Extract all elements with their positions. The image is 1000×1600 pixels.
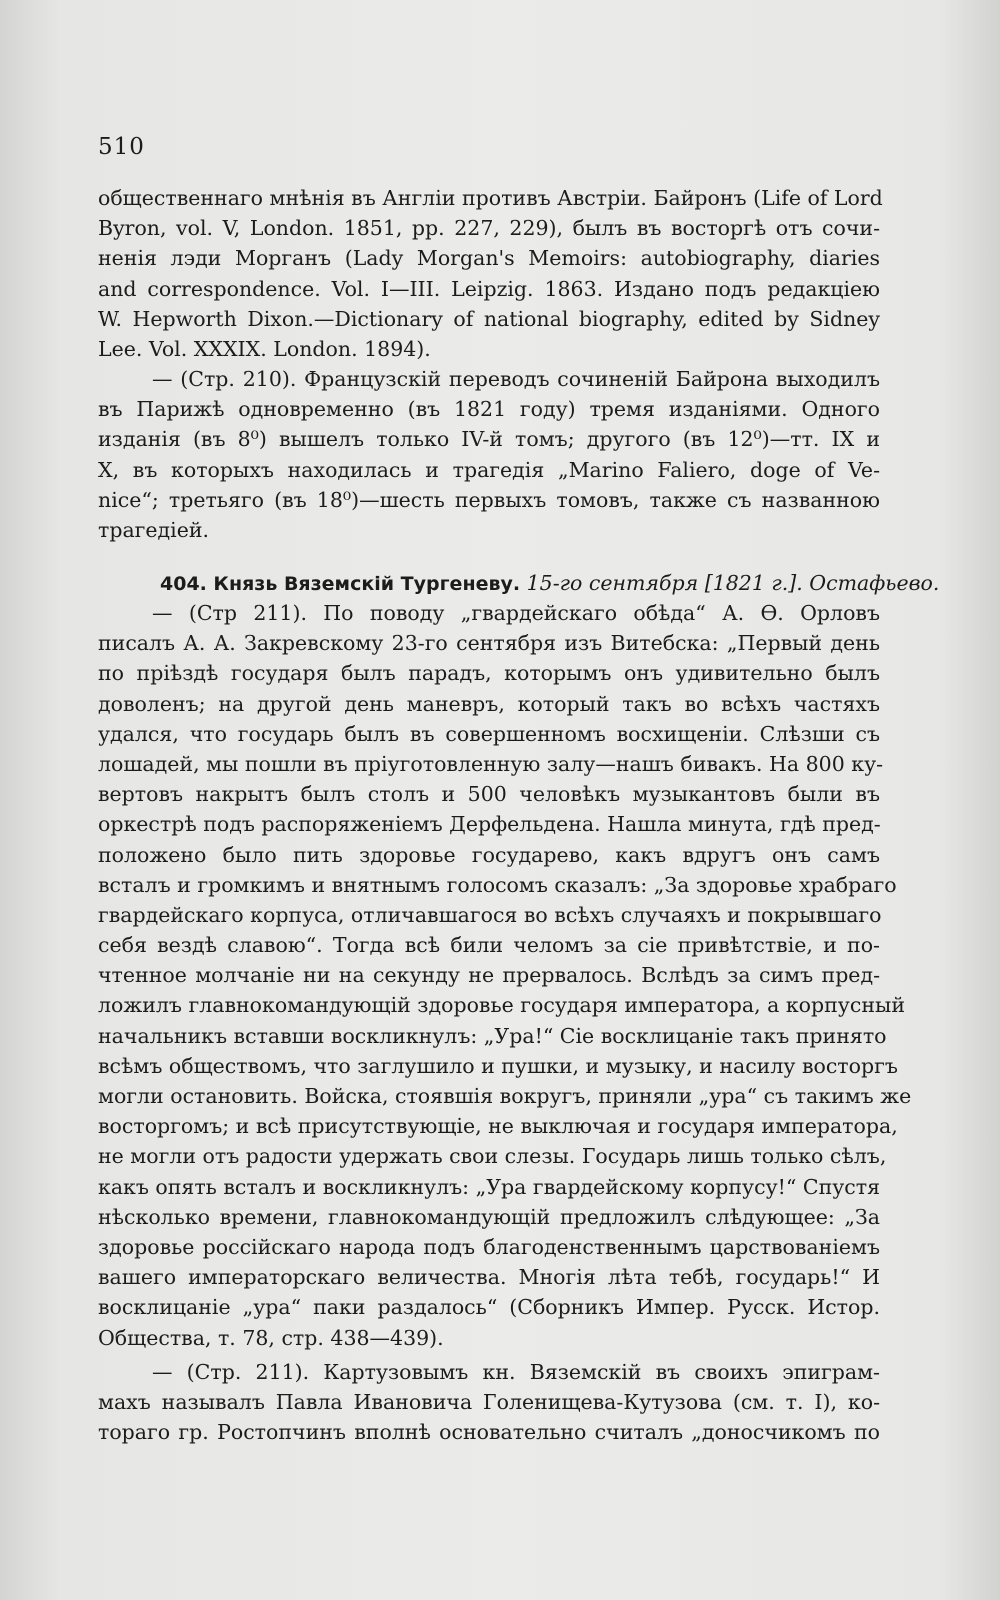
text-line: здоровье россійскаго народа подъ благоденственнымъ царствованіемъ: [98, 1234, 880, 1259]
text-line: всталъ и громкимъ и внятнымъ голосомъ сказалъ: „За здоровье храбраго: [98, 872, 897, 897]
text-line: тораго гр. Ростопчинъ вполнѣ основательно считалъ „доносчикомъ по: [98, 1420, 880, 1445]
text-line: восторгомъ; и всѣ присутствующіе, не выключая и государя императора,: [98, 1114, 898, 1139]
entry-date-place: 15-го сентября [1821 г.]. Остафьево.: [526, 571, 940, 595]
text-line: начальникъ вставши воскликнулъ: „Ура!“ Сіе восклицаніе такъ принято: [98, 1023, 887, 1048]
text-line: ложилъ главнокомандующій здоровье государя императора, а корпусный: [98, 993, 905, 1018]
text-line: себя вездѣ славою“. Тогда всѣ били челомъ за сіе привѣтствіе, и по-: [98, 933, 880, 958]
text-line: могли остановить. Войска, стоявшія вокругъ, приняли „ура“ съ такимъ же: [98, 1084, 912, 1108]
text-line: удался, что государь былъ въ совершенномъ восхищеніи. Слѣзши съ: [98, 721, 880, 746]
text-line: — (Стр. 210). Французскій переводъ сочиненій Байрона выходилъ: [152, 367, 880, 391]
text-line: положено было пить здоровье государево, какъ вдругъ онъ самъ: [98, 842, 880, 867]
text-line: всѣмъ обществомъ, что заглушило и пушки, и музыку, и насилу восторгъ: [98, 1053, 898, 1078]
text-line: въ Парижѣ одновременно (въ 1821 году) тремя изданіями. Одного: [98, 397, 880, 422]
entry-title: Князь Вяземскій Тургеневу.: [213, 573, 521, 595]
text-line: лошадей, мы пошли въ пріуготовленную залу—нашъ бивакъ. На 800 ку-: [98, 751, 884, 776]
entry-number: 404.: [160, 573, 207, 595]
text-line: Byron, vol. V, London. 1851, pp. 227, 229), былъ въ восторгѣ отъ сочи-: [98, 216, 880, 241]
paragraph-kartuzov: [98, 1357, 880, 1448]
text-line: Общества, т. 78, стр. 438—439).: [98, 1325, 444, 1350]
text-line: не могли отъ радости удержать свои слезы. Государь лишь только сѣлъ,: [98, 1144, 887, 1169]
text-line: вашего императорскаго величества. Многія лѣта тебѣ, государь!“ И: [98, 1265, 880, 1290]
paragraph-french-translation: [98, 364, 880, 545]
text-line: нѣсколько времени, главнокомандующій предложилъ слѣдующее: „За: [98, 1204, 880, 1229]
text-line: общественнаго мнѣнія въ Англіи противъ Австріи. Байронъ (Life of Lord: [98, 186, 883, 210]
text-line: вертовъ накрытъ былъ столъ и 500 человѣкъ музыкантовъ были въ: [98, 782, 880, 807]
text-line: Lee. Vol. XXXIX. London. 1894).: [98, 336, 431, 361]
text-line: W. Hepworth Dixon.—Dictionary of national biography, edited by Sidney: [98, 306, 880, 331]
text-line: доволенъ; на другой день маневръ, который такъ во всѣхъ частяхъ: [98, 691, 880, 716]
text-line: — (Стр. 211). Картузовымъ кн. Вяземскій въ своихъ эпиграм-: [152, 1360, 880, 1384]
text-line: изданія (въ 8⁰) вышелъ только IV-й томъ; другого (въ 12⁰)—тт. IX и: [98, 427, 880, 452]
paragraph-guard-dinner: [98, 598, 912, 1353]
paragraph-byron-sources: [98, 183, 883, 364]
text-line: гвардейскаго корпуса, отличавшагося во всѣхъ случаяхъ и покрывшаго: [98, 902, 882, 927]
text-line: X, въ которыхъ находилась и трагедія „Marino Faliero, doge of Ve-: [98, 457, 880, 482]
page-number: 510: [98, 134, 145, 160]
entry-404-heading: [98, 568, 940, 598]
text-line: — (Стр 211). По поводу „гвардейскаго обѣда“ А. Ѳ. Орловъ: [152, 601, 880, 625]
text-line: по пріѣздѣ государя былъ парадъ, которымъ онъ удивительно былъ: [98, 661, 880, 686]
text-line: and correspondence. Vol. I—III. Leipzig. 1863. Издано подъ редакціею: [98, 276, 880, 301]
text-line: ненія лэди Морганъ (Lady Morgan's Memoirs: autobiography, diaries: [98, 246, 880, 271]
text-line: оркестрѣ подъ распоряженіемъ Дерфельдена. Нашла минута, гдѣ пред-: [98, 812, 881, 837]
text-line: nice“; третьяго (въ 18⁰)—шесть первыхъ томовъ, также съ названною: [98, 487, 880, 512]
text-line: какъ опять всталъ и воскликнулъ: „Ура гвардейскому корпусу!“ Спустя: [98, 1174, 881, 1199]
text-line: писалъ А. А. Закревскому 23-го сентября изъ Витебска: „Первый день: [98, 631, 880, 656]
text-line: восклицаніе „ура“ паки раздалось“ (Сборникъ Импер. Русск. Истор.: [98, 1295, 880, 1320]
text-line: махъ называлъ Павла Ивановича Голенищева-Кутузова (см. т. I), ко-: [98, 1390, 880, 1415]
text-line: трагедіей.: [98, 517, 210, 542]
text-line: чтенное молчаніе ни на секунду не прервалось. Вслѣдъ за симъ пред-: [98, 963, 880, 988]
entry-heading-line: [98, 568, 940, 598]
